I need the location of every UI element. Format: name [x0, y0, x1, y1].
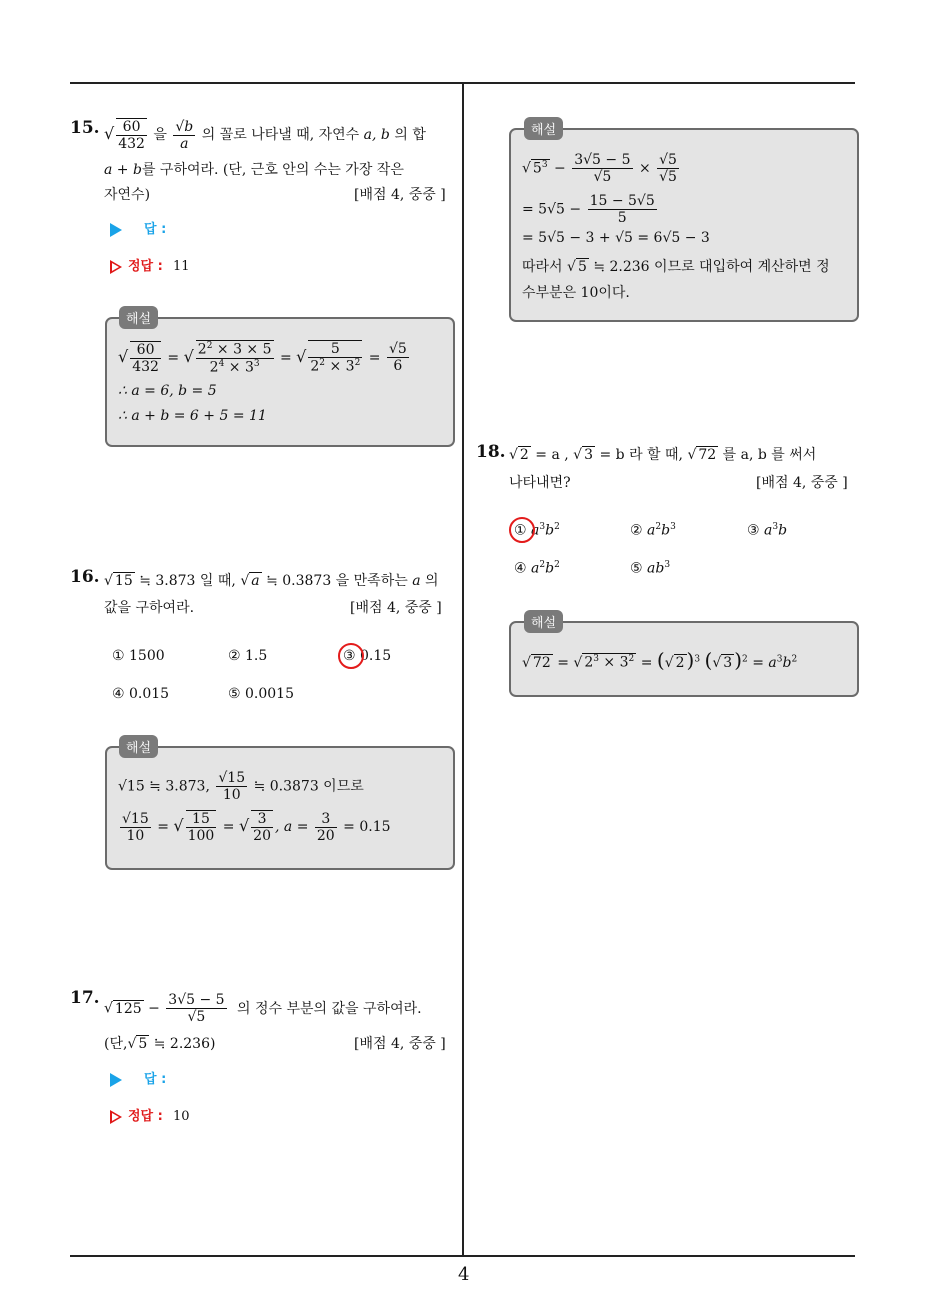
q18-choice-3[interactable]: ③ $a^3b$	[747, 522, 788, 539]
q15-line2: a + b를 구하여라. (단, 근호 안의 수는 가장 작은	[104, 162, 404, 178]
q18-score: [배점 4, 중중 ]	[756, 475, 848, 491]
q16-selected-mark-icon	[338, 643, 364, 669]
question-number-17: 17.	[70, 988, 100, 1008]
q15-correct-answer: 정답 : 11	[110, 255, 190, 274]
question-number-15: 15.	[70, 118, 100, 138]
q17-answer-field[interactable]: 답 :	[110, 1068, 166, 1087]
q17-exp-line3: = 5√5 − 3 + √5 = 6√5 − 3	[522, 230, 710, 246]
q18-choice-5[interactable]: ⑤ $ab^3$	[630, 560, 671, 577]
play-arrow-icon	[110, 1073, 122, 1087]
q16-line2: 값을 구하여라.	[104, 600, 195, 616]
q18-line1: √ 2 = a , √ 3 = b 라 할 때, √ 72 를 a, b 를 써서	[509, 447, 817, 463]
q17-correct-answer: 정답 : 10	[110, 1105, 190, 1124]
q16-exp-line1: √15 ≒ 3.873, $\frac{√15}{10}$ ≒ 0.3873 이므로	[118, 770, 364, 804]
q16-score: [배점 4, 중중 ]	[350, 600, 442, 616]
q17-explanation-tag: 해설	[524, 117, 563, 140]
q18-selected-mark-icon	[509, 517, 535, 543]
q16-explanation-tag: 해설	[119, 735, 158, 758]
q17-exp-line1: √ $5^3$ − $\frac{3√5 - 5}{√5}$ × $\frac{√5}{√5}$	[522, 152, 677, 186]
q16-line1: √ 15 ≒ 3.873 일 때, √ a ≒ 0.3873 을 만족하는 a 의	[104, 573, 439, 589]
question-number-16: 16.	[70, 567, 100, 587]
q17-line2: (단,√ 5 ≒ 2.236)	[104, 1036, 216, 1052]
q16-choice-4[interactable]: ④ 0.015	[112, 686, 170, 702]
q15-answer-field[interactable]: 답 :	[110, 218, 166, 237]
q15-line1: √ $\frac{60}{432}$ 을 $\frac{√b}{a}$ 의 꼴로 나타낼 때, 자연수 a, b 의 합	[104, 118, 426, 153]
q17-exp-line2: = 5√5 − $\frac{15 - 5√5}{5}$	[522, 193, 655, 227]
q17-exp-line5: 수부분은 10이다.	[522, 285, 630, 301]
q18-line2: 나타내면?	[509, 475, 571, 491]
q17-score: [배점 4, 중중 ]	[354, 1036, 446, 1052]
q18-choice-4[interactable]: ④ $a^2b^2$	[514, 560, 560, 577]
play-arrow-icon	[110, 223, 122, 237]
q16-choice-5[interactable]: ⑤ 0.0015	[228, 686, 294, 702]
q15-explanation-tag: 해설	[119, 306, 158, 329]
q17-exp-line4: 따라서 √ 5 ≒ 2.236 이므로 대입하여 계산하면 정	[522, 259, 830, 275]
q16-choice-2[interactable]: ② 1.5	[228, 648, 268, 664]
q15-exp-line2: ∴ a = 6, b = 5	[118, 383, 217, 399]
outline-arrow-icon	[110, 260, 122, 274]
q15-line3: 자연수)	[104, 187, 151, 203]
q18-choice-1[interactable]: ① $a^3b^2$	[514, 522, 560, 539]
column-divider	[462, 84, 464, 1256]
q16-exp-line2: $\frac{√15}{10}$ = √ $\frac{15}{100}$ = √ $\frac{3}{20}$ , a = $\frac{3}{20}$ = 0.15	[122, 810, 391, 845]
outline-arrow-icon	[110, 1110, 122, 1124]
q16-choice-1[interactable]: ① 1500	[112, 648, 165, 664]
q16-choice-3[interactable]: ③ 0.15	[343, 648, 392, 664]
q15-explanation-box	[105, 317, 455, 447]
q15-exp-line1: √ $\frac{60}{432}$ = √ $\frac{2^2 \times 3 \times 5}{2^4 \times 3^3}$ = √ $\frac{5}{2^2 \times 3^2}$ = $\frac{√5}{6}$	[118, 341, 407, 376]
q15-score: [배점 4, 중중 ]	[354, 187, 446, 203]
q17-line1: √ 125 − $\frac{3√5 - 5}{√5}$ 의 정수 부분의 값을 구하여라.	[104, 992, 422, 1026]
q18-exp-line1: √ 72 = √ $2^3 \times 3^2$ = (√ 2 )$^3$ (√ 3 )$^2 = a^3b^2$	[522, 648, 798, 672]
q16-explanation-box	[105, 746, 455, 870]
q18-explanation-tag: 해설	[524, 610, 563, 633]
page-number: 4	[458, 1264, 470, 1285]
q18-choice-2[interactable]: ② $a^2b^3$	[630, 522, 676, 539]
question-number-18: 18.	[476, 442, 506, 462]
q15-exp-line3: ∴ a + b = 6 + 5 = 11	[118, 408, 267, 424]
